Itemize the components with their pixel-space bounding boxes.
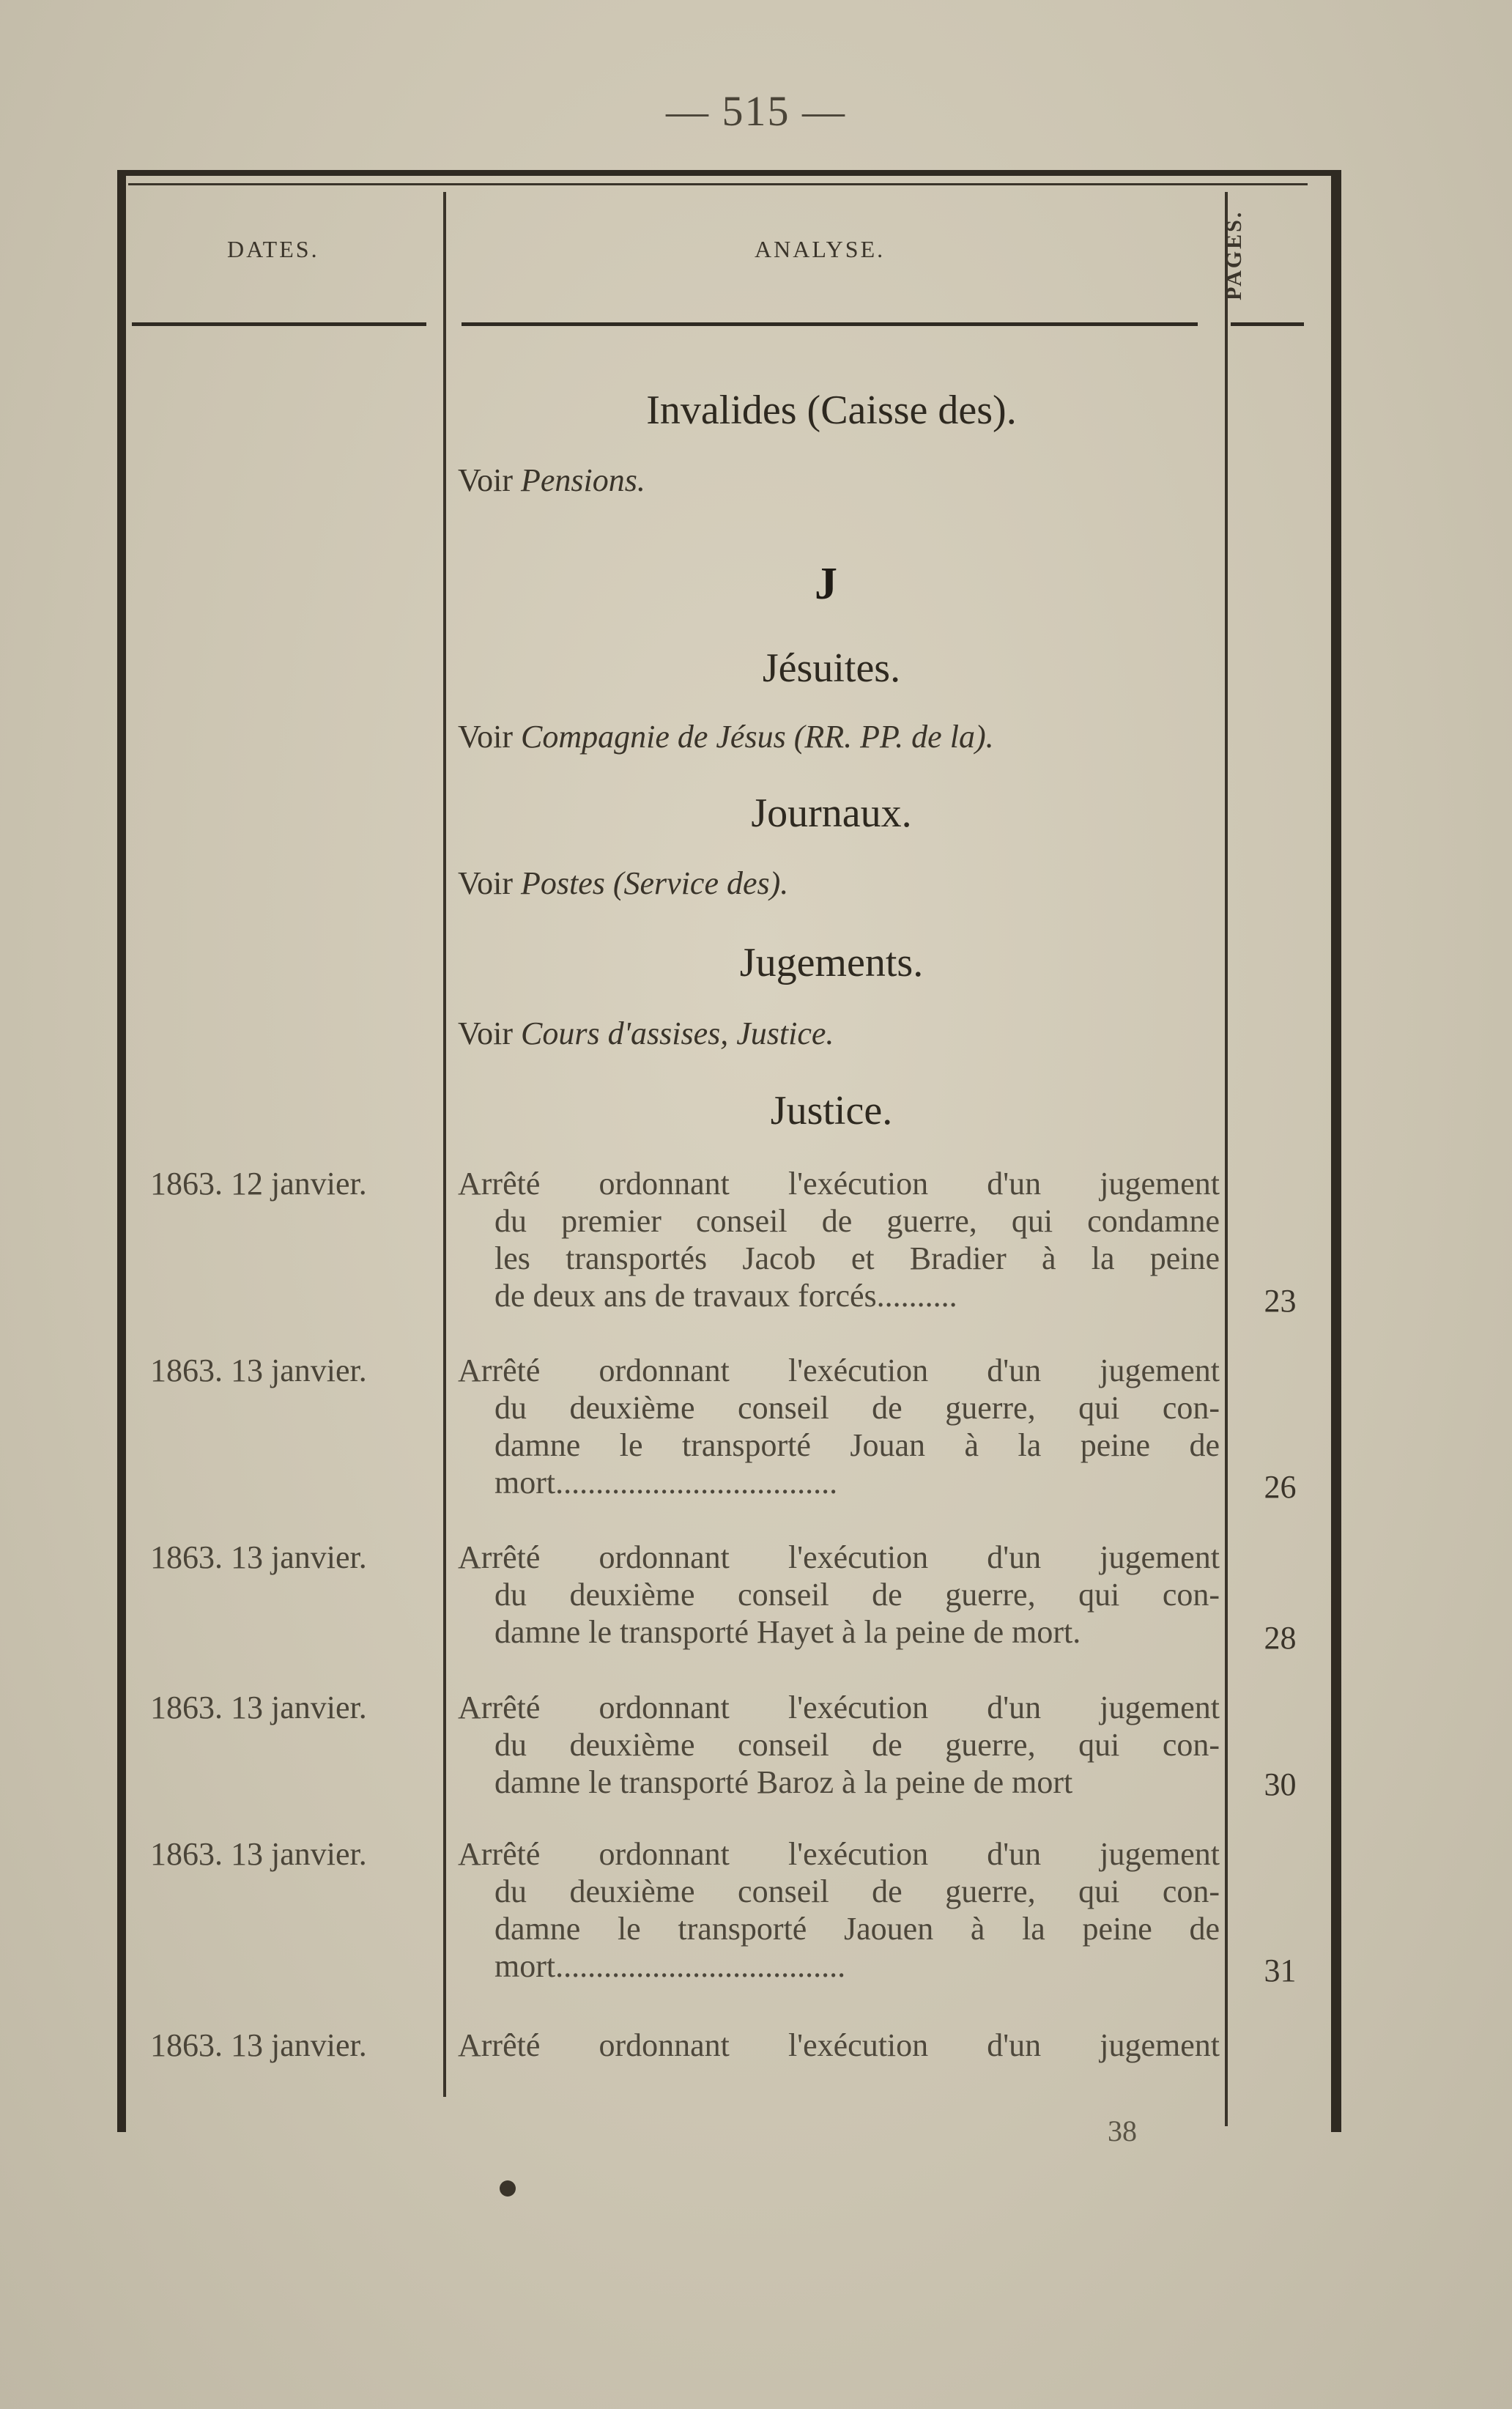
voir-label: Voir (458, 462, 513, 498)
entry-text (458, 1835, 1220, 1985)
entry-line: du deuxième conseil de guerre, qui con- (494, 1577, 1220, 1613)
header-dates: DATES. (227, 236, 319, 262)
section-heading-justice: Justice. (770, 1088, 893, 1133)
ink-speck (500, 2180, 516, 2197)
entry-line: Arrêté ordonnant l'exécution d'un jugement (458, 1539, 1220, 1575)
entry-text (458, 2027, 1220, 2064)
column-divider-pages (1225, 192, 1228, 2126)
table-top-double-rule (128, 183, 1308, 185)
entry-line: mort................................... (494, 1465, 838, 1500)
entry-line: du deuxième conseil de guerre, qui con- (494, 1873, 1220, 1909)
column-divider-dates (443, 192, 446, 2097)
entry-line: de deux ans de travaux forcés.......... (494, 1278, 957, 1314)
section-heading-journaux: Journaux. (751, 791, 912, 836)
entry-line: Arrêté ordonnant l'exécution d'un jugement (458, 1166, 1220, 1202)
cross-reference-journaux (458, 865, 788, 902)
cross-reference-target: Pensions. (520, 462, 645, 498)
entry-line: damne le transporté Jouan à la peine de (494, 1427, 1220, 1463)
section-heading-jesuites: Jésuites. (762, 645, 901, 691)
entry-line: mort.................................... (494, 1948, 846, 1984)
entry-text (458, 1539, 1220, 1651)
voir-label: Voir (458, 1015, 513, 1051)
entry-date: 1863. 13 janvier. (150, 1690, 367, 1725)
entry-date: 1863. 13 janvier. (150, 1539, 367, 1575)
entry-line: Arrêté ordonnant l'exécution d'un jugement (458, 1836, 1220, 1872)
entry-line: Arrêté ordonnant l'exécution d'un jugement (458, 2027, 1220, 2063)
cross-reference-invalides (458, 462, 645, 499)
entry-page-ref: 31 (1264, 1953, 1297, 1988)
cross-reference-jesuites (458, 718, 994, 755)
header-analyse: ANALYSE. (755, 236, 886, 262)
cross-reference-target: Compagnie de Jésus (RR. PP. de la). (520, 719, 994, 755)
entry-text (458, 1352, 1220, 1501)
header-rule-analyse (462, 322, 1198, 326)
entry-page-ref: 30 (1264, 1766, 1297, 1802)
entry-line: du deuxième conseil de guerre, qui con- (494, 1727, 1220, 1763)
entry-date: 1863. 13 janvier. (150, 2027, 367, 2063)
entry-line: damne le transporté Jaouen à la peine de (494, 1911, 1220, 1947)
section-heading-invalides: Invalides (Caisse des). (646, 388, 1017, 433)
voir-label: Voir (458, 865, 513, 901)
entry-date: 1863. 13 janvier. (150, 1352, 367, 1388)
entry-line: damne le transporté Hayet à la peine de mort. (494, 1614, 1081, 1650)
entry-line: du premier conseil de guerre, qui condamne (494, 1203, 1220, 1239)
page-number: — 515 — (666, 87, 846, 135)
entry-line: les transportés Jacob et Bradier à la peine (494, 1240, 1220, 1276)
entry-line: Arrêté ordonnant l'exécution d'un jugement (458, 1690, 1220, 1725)
entry-text (458, 1689, 1220, 1801)
header-pages: PAGES. (1222, 210, 1246, 300)
section-heading-jugements: Jugements. (739, 940, 924, 985)
header-rule-dates (132, 322, 426, 326)
entry-line: damne le transporté Baroz à la peine de mort (494, 1764, 1073, 1800)
cross-reference-jugements (458, 1015, 834, 1052)
entry-line: du deuxième conseil de guerre, qui con- (494, 1390, 1220, 1426)
cross-reference-target: Postes (Service des). (520, 865, 789, 901)
entry-date: 1863. 12 janvier. (150, 1166, 367, 1202)
entry-page-ref: 23 (1264, 1283, 1297, 1319)
signature-mark: 38 (1108, 2114, 1137, 2147)
entry-line: Arrêté ordonnant l'exécution d'un jugement (458, 1352, 1220, 1388)
entry-date: 1863. 13 janvier. (150, 1836, 367, 1872)
entry-page-ref: 28 (1264, 1620, 1297, 1656)
entry-page-ref: 26 (1264, 1469, 1297, 1505)
section-letter: J (815, 559, 837, 609)
header-rule-pages (1231, 322, 1304, 326)
cross-reference-target: Cours d'assises, Justice. (520, 1015, 834, 1051)
voir-label: Voir (458, 719, 513, 755)
entry-text (458, 1165, 1220, 1314)
